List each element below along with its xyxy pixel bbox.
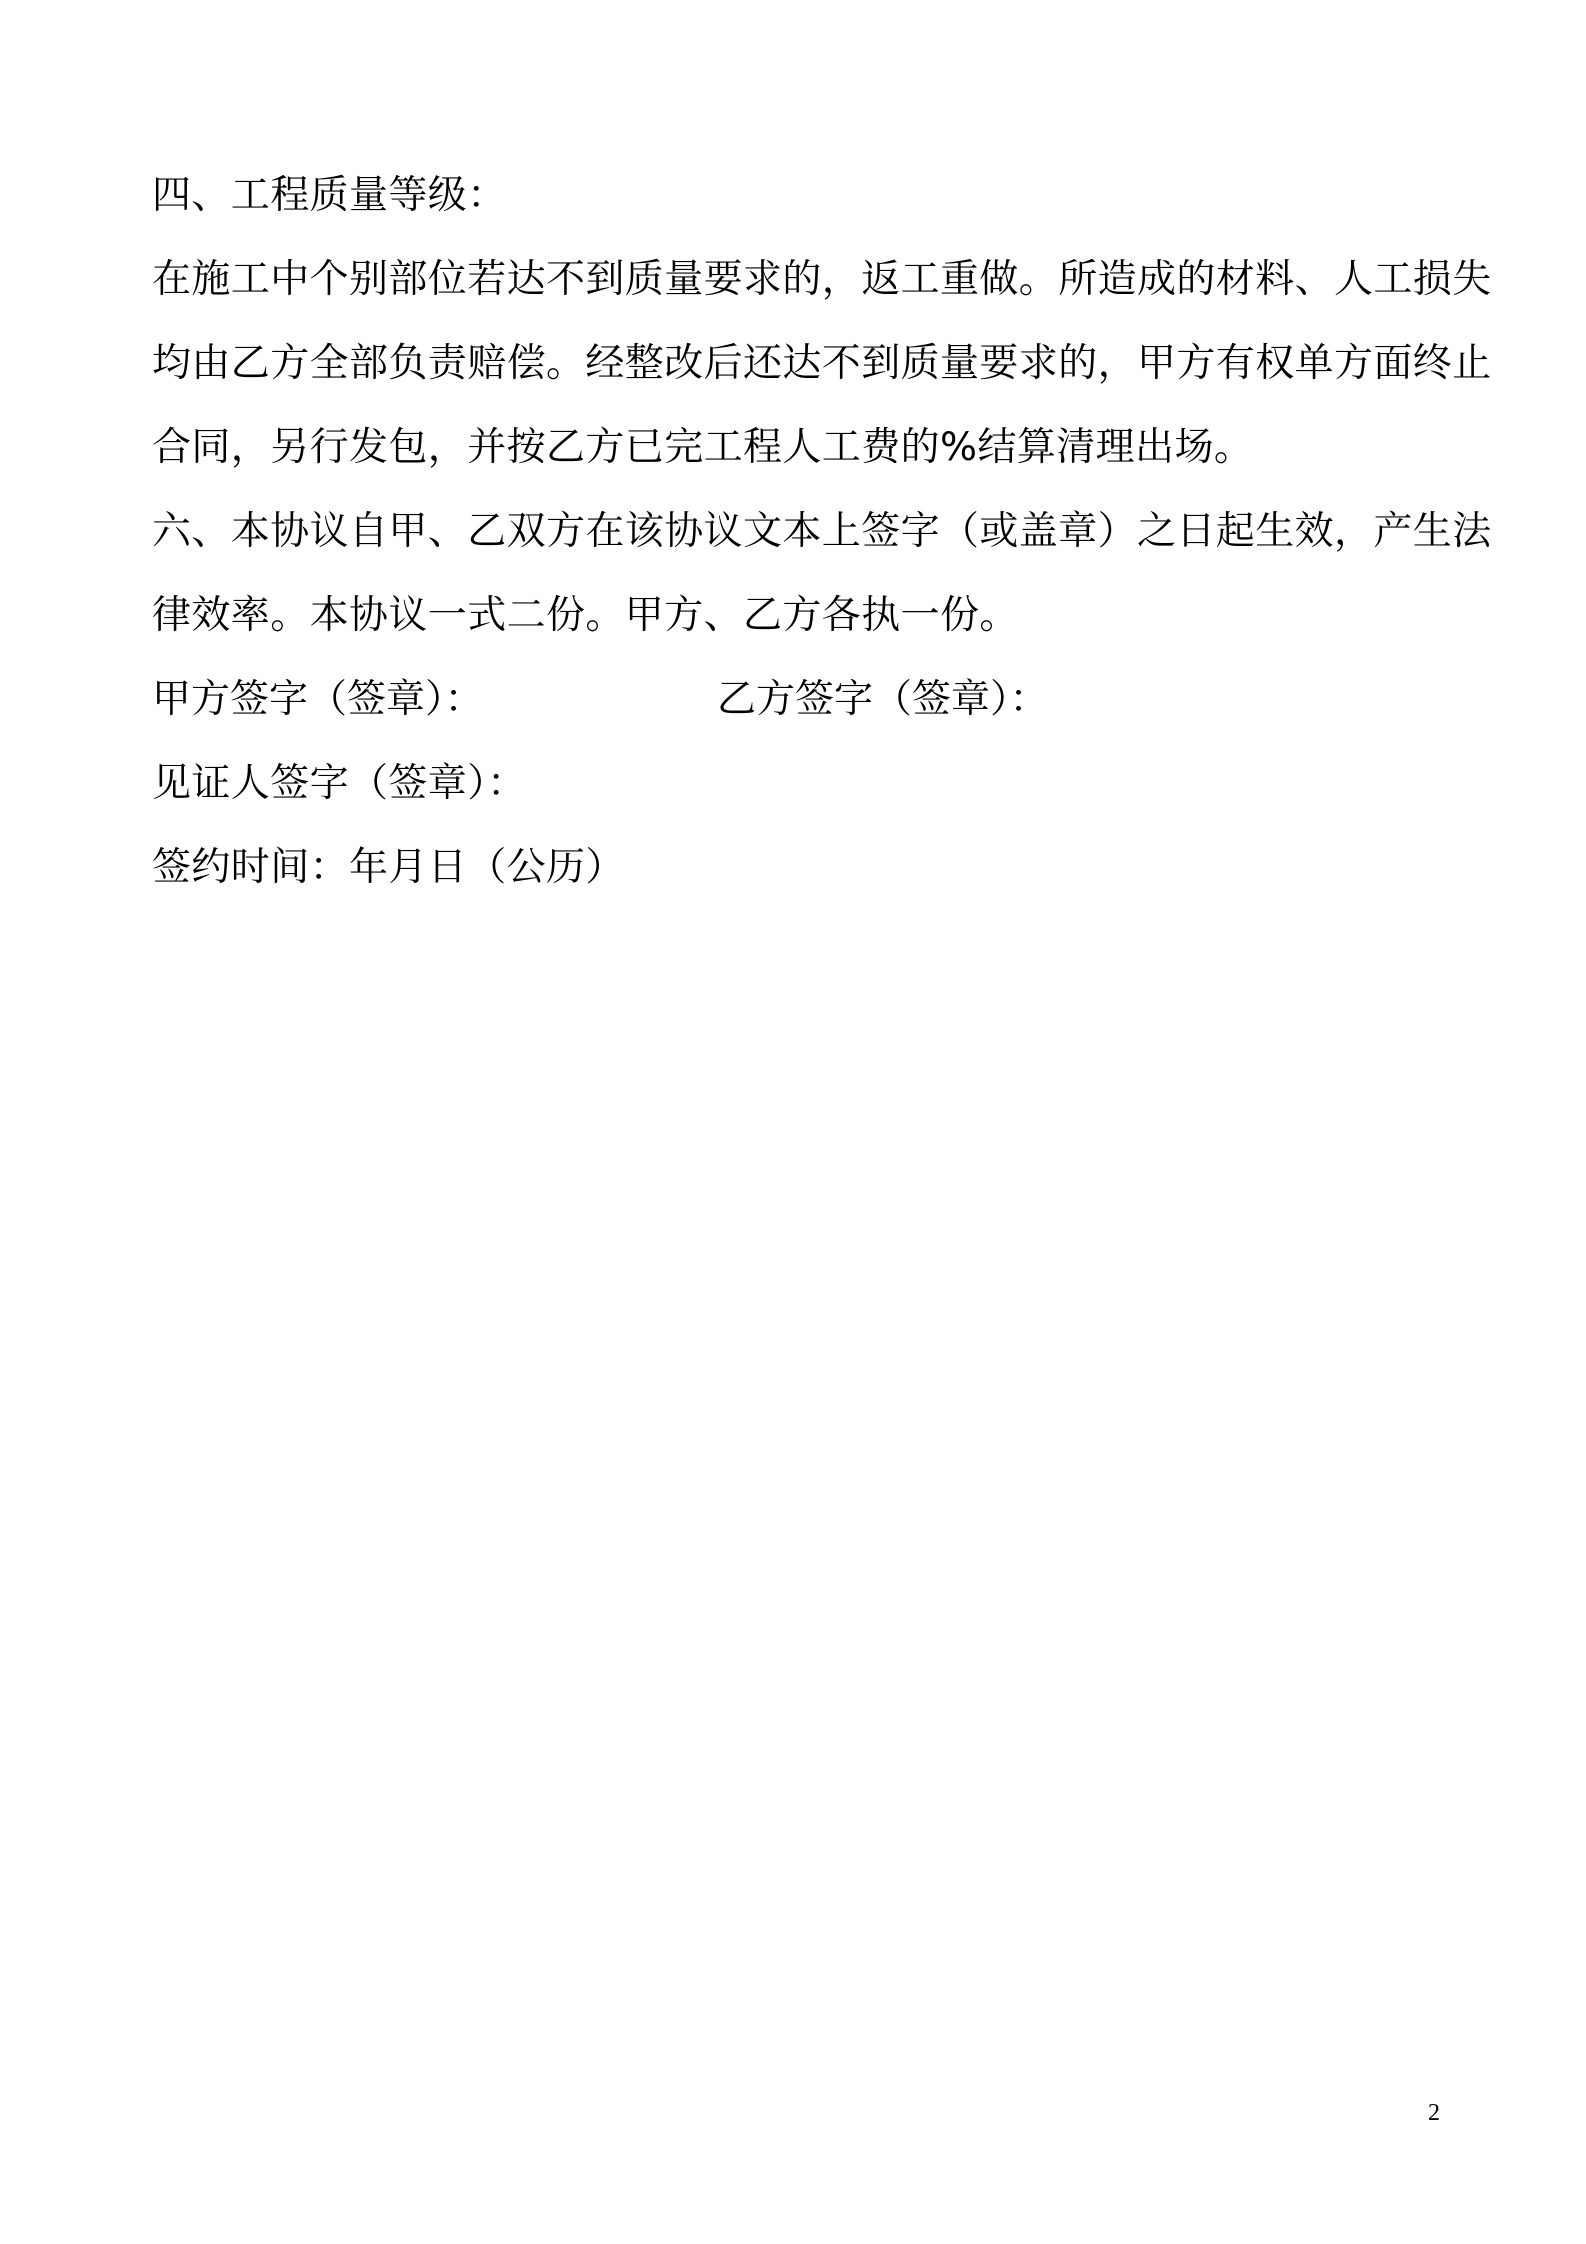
paragraph-line: 在施工中个别部位若达不到质量要求的，返工重做。所造成的材料、人工损失: [152, 257, 1492, 302]
document-body: [152, 154, 1492, 910]
witness-signature-label: 见证人签字（签章）：: [152, 761, 527, 806]
paragraph-line: 律效率。本协议一式二份。甲方、乙方各执一份。: [152, 593, 1019, 638]
signature-row-parties: [152, 658, 1442, 742]
paragraph-line: 六、本协议自甲、乙双方在该协议文本上签字（或盖章）之日起生效，产生法: [152, 509, 1492, 554]
paragraph-quality: [152, 238, 1492, 490]
party-b-signature-label: 乙方签字（签章）：: [717, 677, 1049, 722]
paragraph-line: 合同，另行发包，并按乙方已完工程人工费的%结算清理出场。: [152, 425, 1254, 470]
paragraph-effective-clause: [152, 490, 1492, 658]
signing-date-label: 签约时间：年月日（公历）: [152, 845, 625, 890]
page-number: 2: [1428, 2100, 1440, 2126]
section-heading-quality-grade: 四、工程质量等级：: [152, 173, 507, 218]
paragraph-line: 均由乙方全部负责赔偿。经整改后还达不到质量要求的，甲方有权单方面终止: [152, 341, 1492, 386]
party-a-signature-label: 甲方签字（签章）：: [152, 677, 484, 722]
